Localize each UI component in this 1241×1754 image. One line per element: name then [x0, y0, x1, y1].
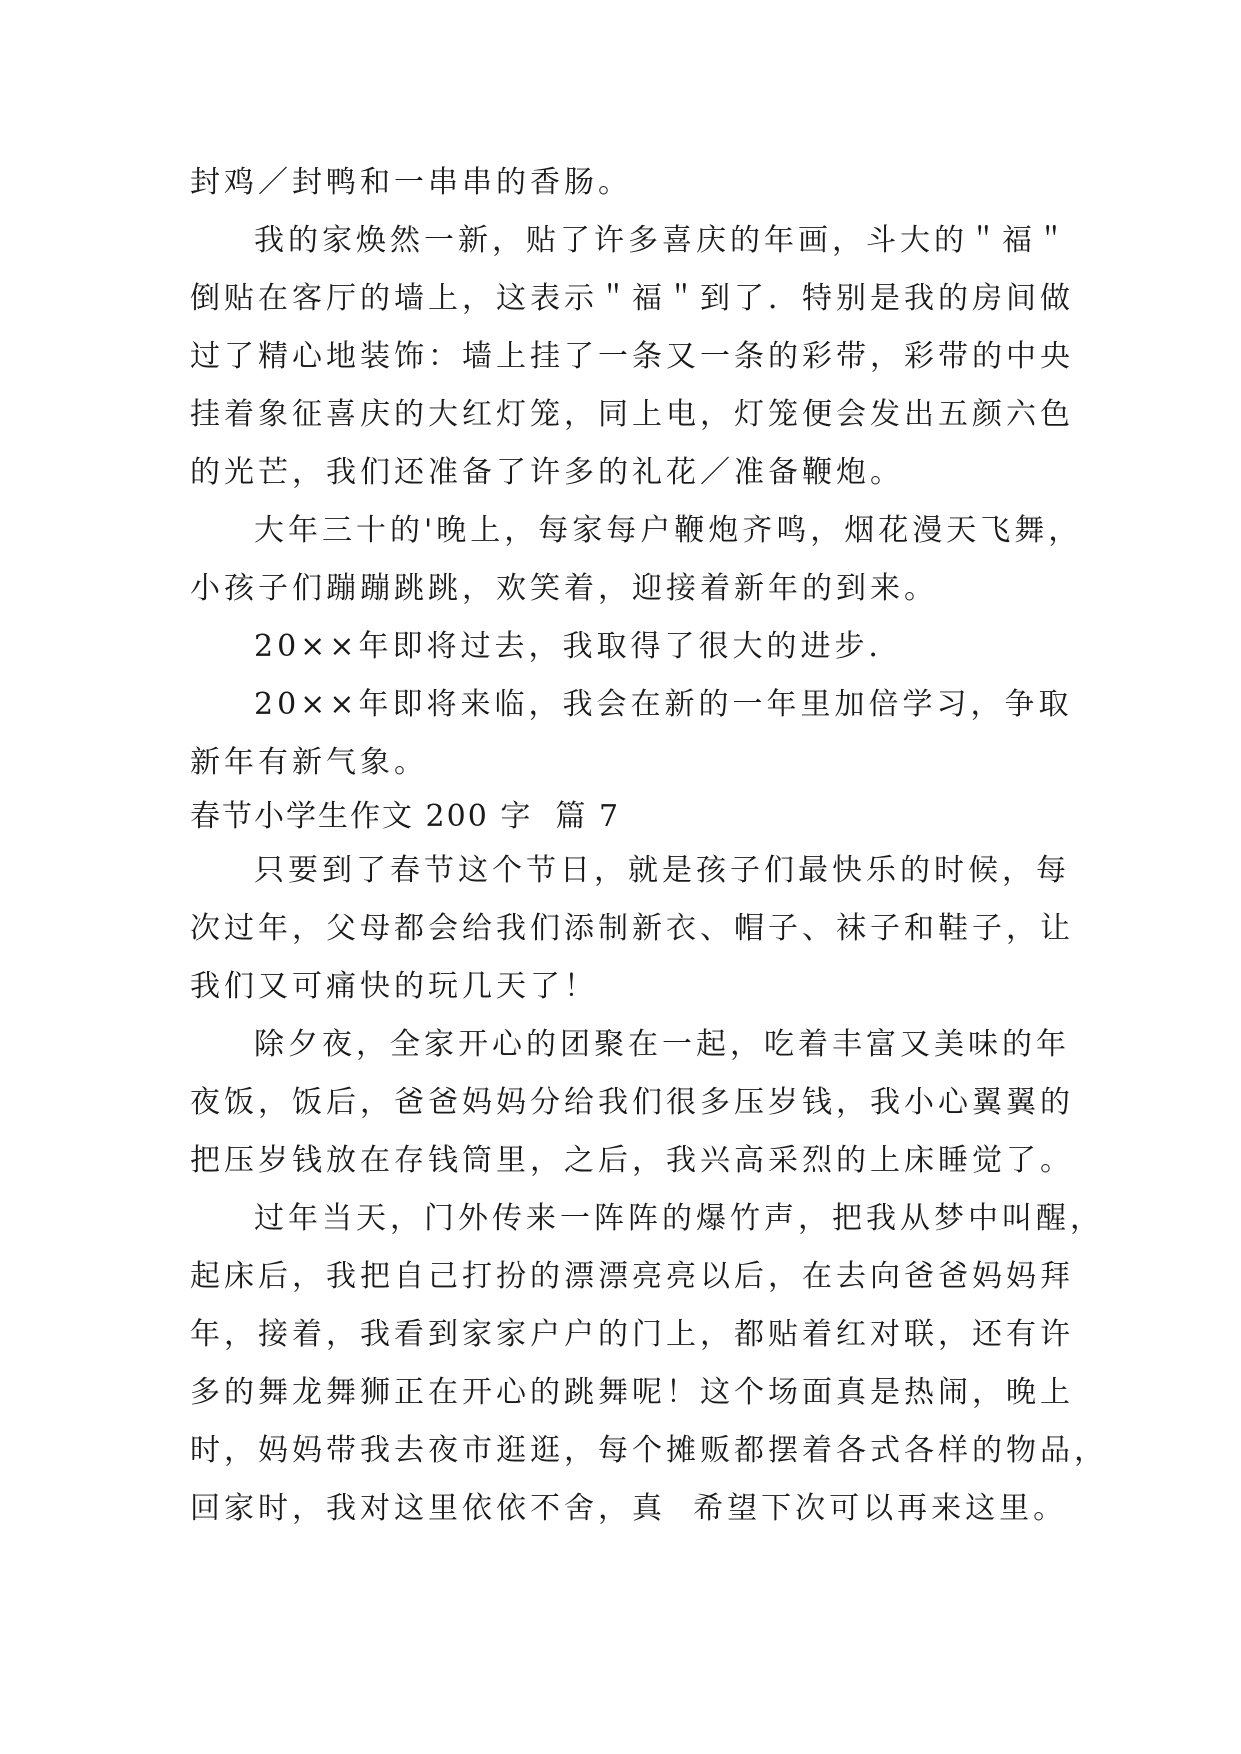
paragraph-start-line: 20××年即将来临，我会在新的一年里加倍学习，争取 — [254, 687, 1073, 722]
text-line: 起床后，我把自己打扮的漂漂亮亮以后，在去向爸爸妈妈拜 — [190, 1259, 1074, 1294]
text-line: 挂着象征喜庆的大红灯笼，同上电，灯笼便会发出五颜六色 — [190, 397, 1074, 432]
document-body — [190, 154, 1108, 1538]
section-heading: 春节小学生作文 200 字 篇 7 — [190, 799, 621, 834]
paragraph-start-line: 我的家焕然一新，贴了许多喜庆的年画，斗大的＂福＂ — [254, 223, 1070, 258]
text-line: 新年有新气象。 — [190, 745, 428, 780]
text-line: 年，接着，我看到家家户户的门上，都贴着红对联，还有许 — [190, 1317, 1074, 1352]
text-line: 次过年，父母都会给我们添制新衣、帽子、袜子和鞋子，让 — [190, 911, 1074, 946]
text-line: 回家时，我对这里依依不舍，真 希望下次可以再来这里。 — [190, 1491, 1068, 1526]
paragraph-start-line: 大年三十的'晚上，每家每户鞭炮齐鸣，烟花漫天飞舞， — [254, 513, 1083, 548]
text-line: 倒贴在客厅的墙上，这表示＂福＂到了．特别是我的房间做 — [190, 281, 1074, 316]
text-line: 的光芒，我们还准备了许多的礼花／准备鞭炮。 — [190, 455, 904, 490]
text-line: 多的舞龙舞狮正在开心的跳舞呢！这个场面真是热闹，晚上 — [190, 1375, 1074, 1410]
paragraph-start-line: 过年当天，门外传来一阵阵的爆竹声，把我从梦中叫醒， — [254, 1201, 1104, 1236]
text-line: 时，妈妈带我去夜市逛逛，每个摊贩都摆着各式各样的物品， — [190, 1433, 1108, 1468]
text-line: 夜饭，饭后，爸爸妈妈分给我们很多压岁钱，我小心翼翼的 — [190, 1085, 1074, 1120]
text-line: 过了精心地装饰：墙上挂了一条又一条的彩带，彩带的中央 — [190, 339, 1074, 374]
paragraph-start-line: 除夕夜，全家开心的团聚在一起，吃着丰富又美味的年 — [254, 1027, 1070, 1062]
paragraph-start-line: 20××年即将过去，我取得了很大的进步． — [254, 629, 903, 664]
paragraph-start-line: 只要到了春节这个节日，就是孩子们最快乐的时候，每 — [254, 853, 1070, 888]
text-line: 封鸡／封鸭和一串串的香肠。 — [190, 165, 632, 200]
text-line: 小孩子们蹦蹦跳跳，欢笑着，迎接着新年的到来。 — [190, 571, 938, 606]
text-line: 把压岁钱放在存钱筒里，之后，我兴高采烈的上床睡觉了。 — [190, 1143, 1074, 1178]
text-line: 我们又可痛快的玩几天了！ — [190, 969, 598, 1004]
